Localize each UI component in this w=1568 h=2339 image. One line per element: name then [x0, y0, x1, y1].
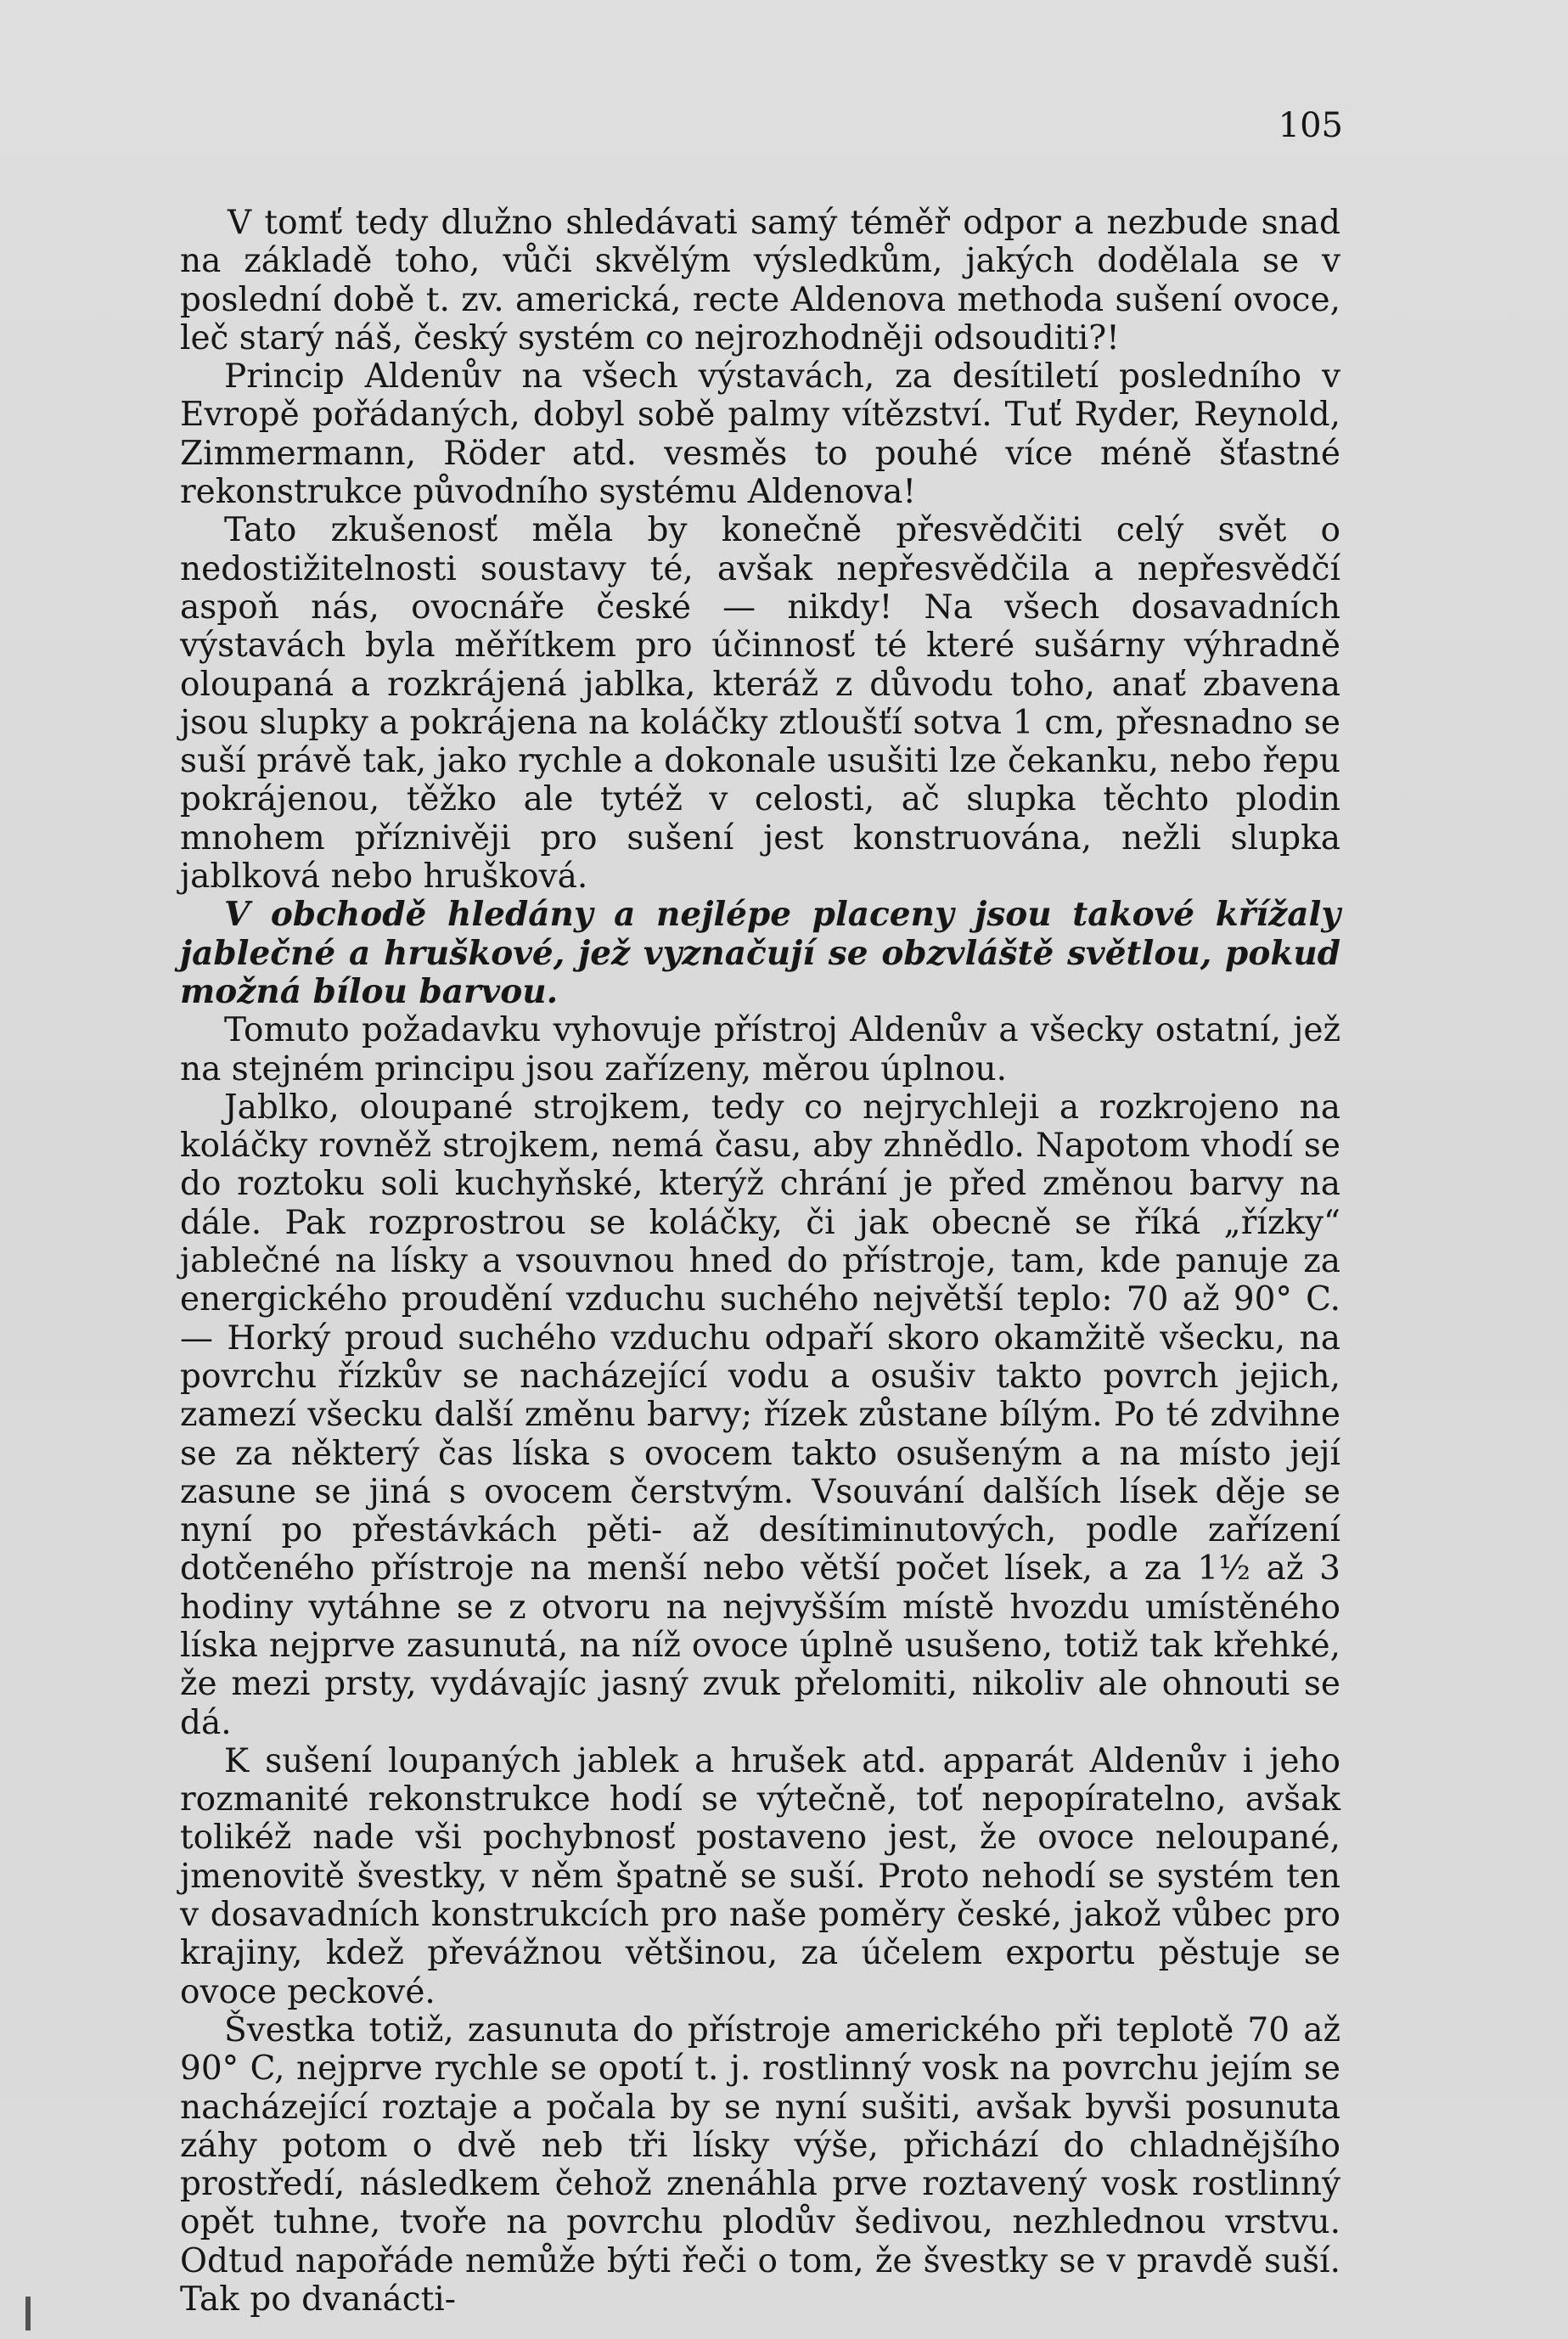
- scan-artifact: [25, 2297, 31, 2331]
- paragraph-1: V tomť tedy dlužno shledávati samý téměř odpor a nezbude snad na základě toho, vůči skvělým výsledkům, jakých dodělala se v poslední době t. zv. americká, recte Aldenova methoda sušení ovoce, leč starý náš, český systém co nejrozhodněji odsouditi?!: [180, 204, 1340, 357]
- paragraph-4-italic: V obchodě hledány a nejlépe placeny jsou takové křížaly jablečné a hruškové, jež vyznačují se obzvláště světlou, pokud možná bílou barvou.: [180, 895, 1340, 1011]
- paragraph-3: Tato zkušenosť měla by konečně přesvědčiti celý svět o nedostižitelnosti soustavy té, avšak nepřesvědčila a nepřesvědčí aspoň nás, ovocnáře české — nikdy! Na všech dosavadních výstavách byla měřítkem pro účinnosť té které sušárny výhradně oloupaná a rozkrájená jablka, kteráž z důvodu toho, anať zbavena jsou slupky a pokrájena na koláčky ztloušťí sotva 1 cm, přesnadno se suší právě tak, jako rychle a dokonale usušiti lze čekanku, nebo řepu pokrájenou, těžko ale tytéž v celosti, ač slupka těchto plodin mnohem příznivěji pro sušení jest konstruována, nežli slupka jablková nebo hrušková.: [180, 511, 1340, 897]
- paragraph-2: Princip Aldenův na všech výstavách, za desítiletí posledního v Evropě pořádaných, dobyl sobě palmy vítězství. Tuť Ryder, Reynold, Zimmermann, Röder atd. vesměs to pouhé více méně šťastné rekonstrukce původního systému Aldenova!: [180, 357, 1340, 512]
- paragraph-7: K sušení loupaných jablek a hrušek atd. apparát Aldenův i jeho rozmanité rekonstrukce hodí se výtečně, toť nepopíratelno, avšak tolikéž nade vši pochybnosť postaveno jest, že ovoce neloupané, jmenovitě švestky, v něm špatně se suší. Proto nehodí se systém ten v dosavadních konstrukcích pro naše poměry české, jakož vůbec pro krajiny, kdež převážnou většinou, za účelem exportu pěstuje se ovoce peckové.: [180, 1741, 1340, 2011]
- body-text: [180, 204, 1340, 2319]
- page-number: 105: [1278, 106, 1343, 145]
- paragraph-6: Jablko, oloupané strojkem, tedy co nejrychleji a rozkrojeno na koláčky rovněž strojkem, nemá času, aby zhnědlo. Napotom vhodí se do roztoku soli kuchyňské, kterýž chrání je před změnou barvy na dále. Pak rozprostrou se koláčky, či jak obecně se říká „řízky“ jablečné na lísky a vsouvnou hned do přístroje, tam, kde panuje za energického proudění vzduchu suchého největší teplo: 70 až 90° C. — Horký proud suchého vzduchu odpaří skoro okamžitě všecku, na povrchu řízkův se nacházející vodu a osušiv takto povrch jejich, zamezí všecku další změnu barvy; řízek zůstane bílým. Po té zdvihne se za některý čas líska s ovocem takto osušeným a na místo její zasune se jiná s ovocem čerstvým. Vsouvání dalších lísek děje se nyní po přestávkách pěti- až desítiminutových, podle zařízení dotčeného přístroje na menší nebo větší počet lísek, a za 1½ až 3 hodiny vytáhne se z otvoru na nejvyšším místě hvozdu umístěného líska nejprve zasunutá, na níž ovoce úplně usušeno, totiž tak křehké, že mezi prsty, vydávajíc jasný zvuk přelomiti, nikoliv ale ohnouti se dá.: [180, 1088, 1340, 1742]
- paragraph-5: Tomuto požadavku vyhovuje přístroj Aldenův a všecky ostatní, jež na stejném principu jsou zařízeny, měrou úplnou.: [180, 1011, 1340, 1088]
- paragraph-8: Švestka totiž, zasunuta do přístroje amerického při teplotě 70 až 90° C, nejprve rychle se opotí t. j. rostlinný vosk na povrchu jejím se nacházející roztaje a počala by se nyní sušiti, avšak byvši posunuta záhy potom o dvě neb tři lísky výše, přichází do chladnějšího prostředí, následkem čehož znenáhla prve roztavený vosk rostlinný opět tuhne, tvoře na povrchu plodův šedivou, nezhlednou vrstvu. Odtud napořáde nemůže býti řeči o tom, že švestky se v pravdě suší. Tak po dvanácti-: [180, 2010, 1340, 2319]
